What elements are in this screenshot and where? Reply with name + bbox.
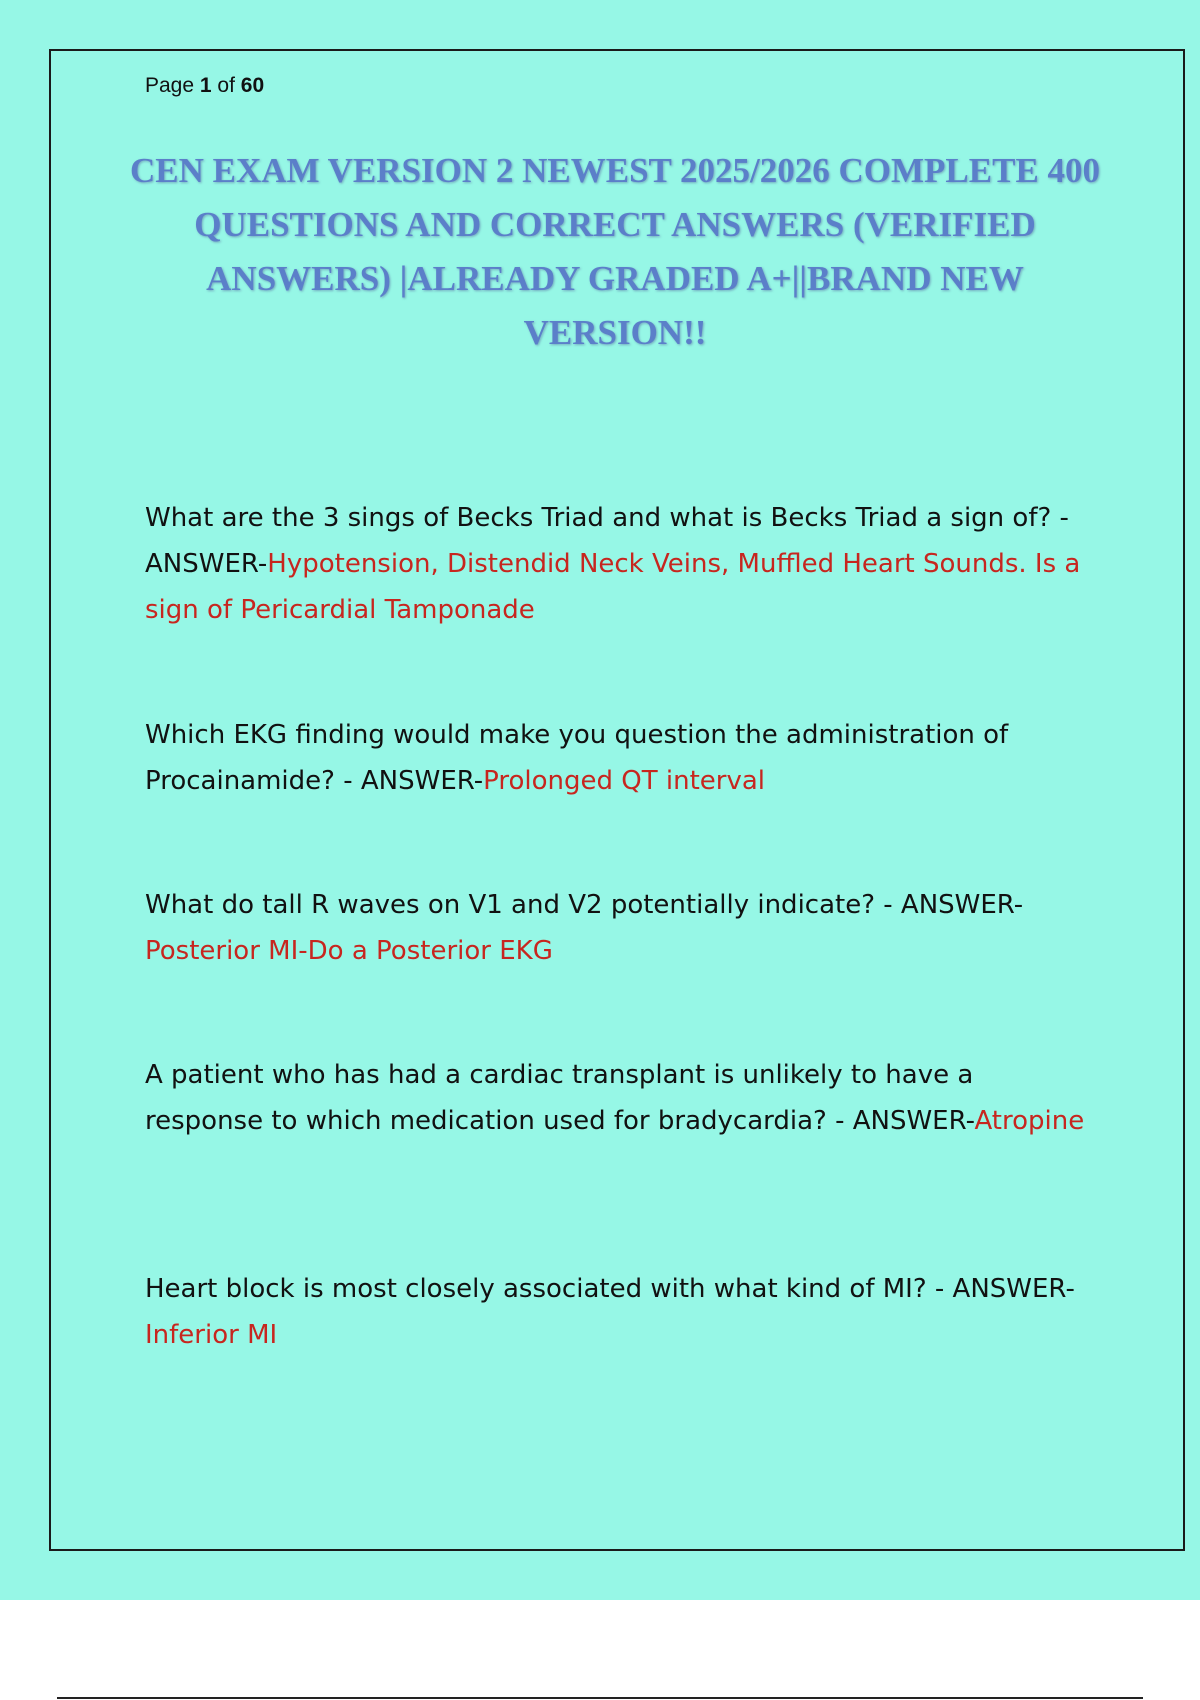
page-of: of <box>217 74 235 97</box>
question-text: What do tall R waves on V1 and V2 potentially indicate? - ANSWER- <box>145 890 1024 920</box>
page-total: 60 <box>240 74 265 97</box>
answer-text: Prolonged QT interval <box>483 766 766 796</box>
question-text: Heart block is most closely associated with what kind of MI? - ANSWER- <box>145 1274 1075 1304</box>
question-text: Which EKG finding would make you question the administration of Procainamide? - ANSWER- <box>145 720 1009 796</box>
answer-text: Inferior MI <box>145 1320 278 1350</box>
page-label: Page <box>145 74 195 97</box>
qa-item-4 <box>145 1052 1095 1144</box>
qa-item-2 <box>145 712 1095 804</box>
question-text: What are the 3 sings of Becks Triad and what is Becks Triad a sign of? - ANSWER- <box>145 503 1069 579</box>
qa-item-1 <box>145 495 1095 633</box>
answer-text: Atropine <box>974 1106 1085 1136</box>
qa-item-5 <box>145 1266 1095 1358</box>
qa-item-3 <box>145 882 1095 974</box>
answer-text: Posterior MI-Do a Posterior EKG <box>145 936 553 966</box>
question-text: A patient who has had a cardiac transplant is unlikely to have a response to which medication used for bradycardia? - ANSWER- <box>145 1060 975 1136</box>
bottom-rule <box>57 1697 1143 1699</box>
page-current: 1 <box>199 74 212 97</box>
page-number <box>145 74 264 98</box>
document-title: CEN EXAM VERSION 2 NEWEST 2025/2026 COMPLETE 400 QUESTIONS AND CORRECT ANSWERS (VERIFIED ANSWERS) |ALREADY GRADED A+||BRAND NEW VERSION!! <box>129 151 1101 352</box>
answer-text: Hypotension, Distendid Neck Veins, Muffled Heart Sounds. Is a sign of Pericardial Tamponade <box>145 549 1081 625</box>
